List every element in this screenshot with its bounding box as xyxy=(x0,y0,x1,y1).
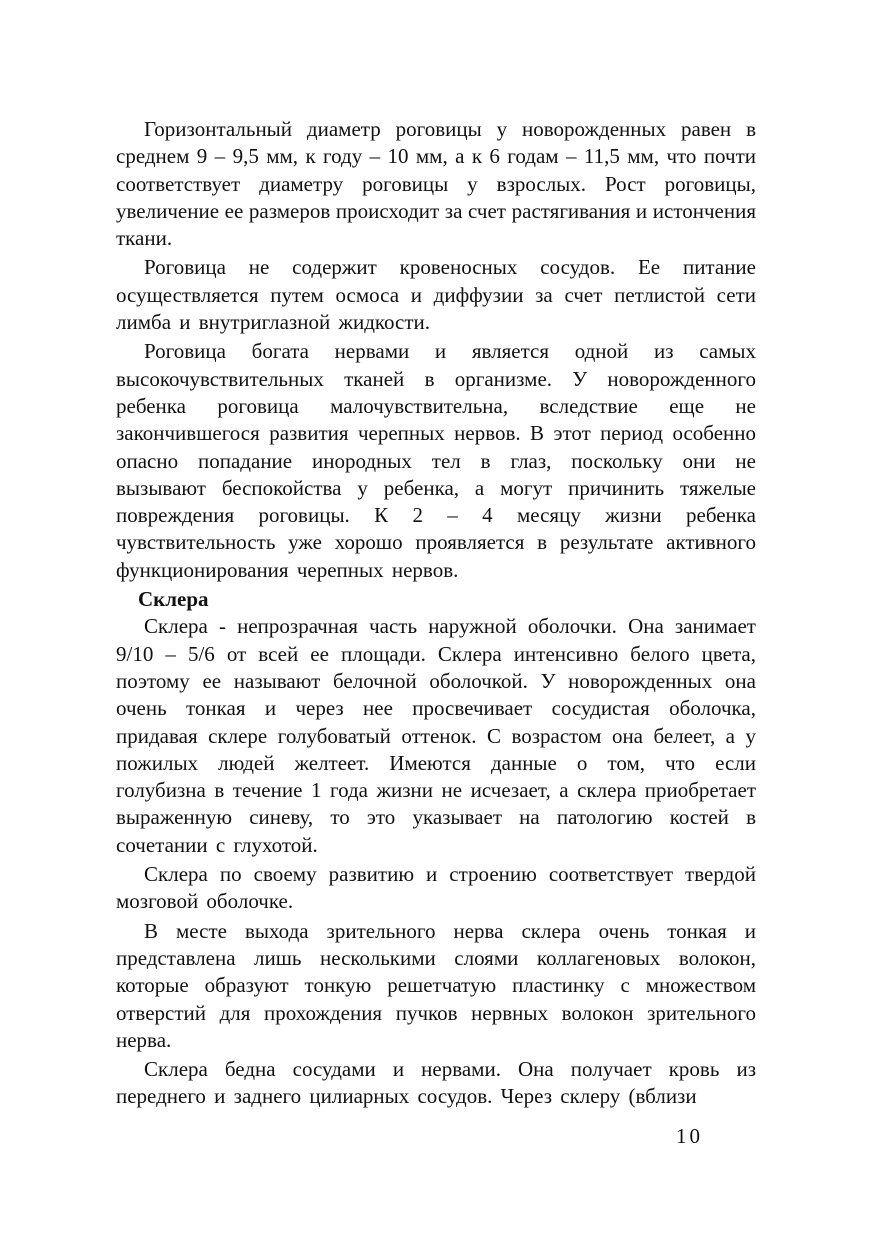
paragraph-cornea-nerves: Роговица богата нервами и является одной из самых высокочувствительных тканей в организме. У новорожденного ребенка роговица малочувствительна, вследствие еще не закончившегося развития черепных нервов. В этот период особенно опасно попадание инородных тел в глаз, поскольку они не вызывают беспокойства у ребенка, а могут причинить тяжелые повреждения роговицы. К 2 – 4 месяцу жизни ребенка чувствительность уже хорошо проявляется в результате активного функционирования черепных нервов. xyxy=(116,339,756,582)
paragraph-sclera-optic-nerve: В месте выхода зрительного нерва склера очень тонкая и представлена лишь несколькими слоями коллагеновых волокон, которые образуют тонкую решетчатую пластинку с множеством отверстий для прохождения пучков нервных волокон зрительного нерва. xyxy=(116,918,756,1052)
page-number: 10 xyxy=(676,1124,703,1148)
paragraph-cornea-diameter: Горизонтальный диаметр роговицы у новорожденных равен в среднем 9 – 9,5 мм, к году – 10 мм, а к 6 годам – 11,5 мм, что почти соответствует диаметру роговицы у взрослых. Рост роговицы, увеличение ее размеров происходит за счет растягивания и истончения ткани. xyxy=(116,117,756,251)
paragraph-sclera-definition: Склера - непрозрачная часть наружной оболочки. Она занимает 9/10 – 5/6 от всей ее площади. Склера интенсивно белого цвета, поэтому ее называют белочной оболочкой. У новорожденных она очень тонкая и через нее просвечивает сосудистая оболочка, придавая склере голубоватый оттенок. С возрастом она белеет, а у пожилых людей желтеет. Имеются данные о том, что если голубизна в течение 1 года жизни не исчезает, а склера приобретает выраженную синеву, то это указывает на патологию костей в сочетании с глухотой. xyxy=(116,614,756,857)
section-heading-sclera: Склера xyxy=(138,587,209,612)
document-page xyxy=(116,116,756,1113)
paragraph-cornea-vessels: Роговица не содержит кровеносных сосудов. Ее питание осуществляется путем осмоса и диффузии за счет петлистой сети лимба и внутриглазной жидкости. xyxy=(116,255,756,335)
paragraph-sclera-development: Склера по своему развитию и строению соответствует твердой мозговой оболочке. xyxy=(116,862,756,914)
paragraph-sclera-blood-supply: Склера бедна сосудами и нервами. Она получает кровь из переднего и заднего цилиарных сосудов. Через склеру (вблизи xyxy=(116,1057,756,1109)
